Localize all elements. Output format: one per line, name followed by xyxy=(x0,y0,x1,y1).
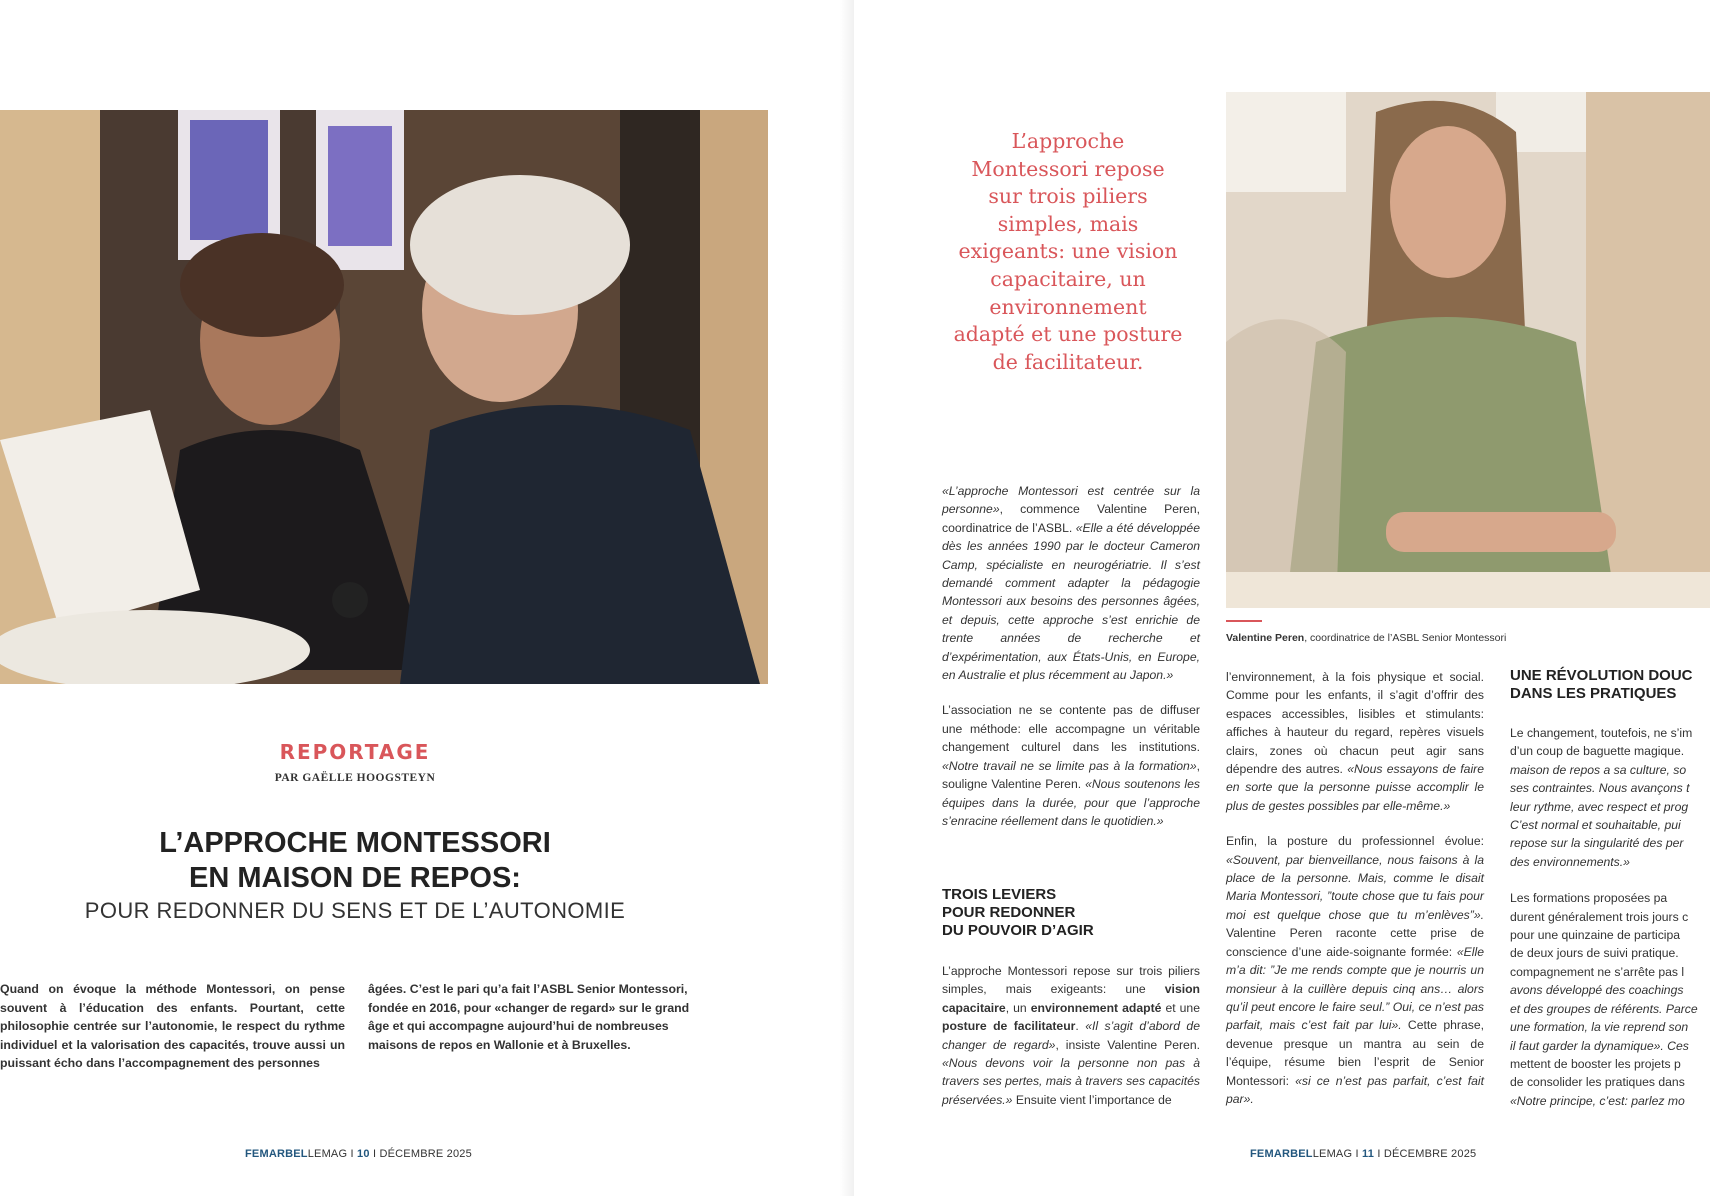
paragraph xyxy=(1226,832,1484,1108)
text-line: et des groupes de référents. Parce xyxy=(1510,1001,1698,1016)
text-line: Le changement, toutefois, ne s’im xyxy=(1510,726,1693,740)
subheading-line: UNE RÉVOLUTION DOUC xyxy=(1510,667,1693,684)
quote: «Il s’agit d’abord de changer de regard» xyxy=(942,1019,1200,1052)
footer-left xyxy=(245,1148,472,1160)
article-title-line-1: L’APPROCHE MONTESSORI xyxy=(159,827,551,859)
subheading-line: POUR REDONNER xyxy=(942,904,1076,921)
quote: «Elle m’a dit: ”Je me rends compte que je nourris un monsieur à la cuillère depuis cinq ans… alors qu’il peut encore le faire seul.” Oui, ce n’est pas parfait, mais c’est fait par lui». xyxy=(1226,944,1484,1033)
text: , insiste Valentine Peren. xyxy=(1055,1037,1200,1052)
text-line: compagnement ne s’arrête pas l xyxy=(1510,964,1685,979)
text-line: de consolider les pratiques dans xyxy=(1510,1075,1685,1090)
subheading-revolution-douce xyxy=(1510,667,1710,703)
text: Enfin, la posture du professionnel évolue: xyxy=(1226,834,1484,849)
subheading-line: TROIS LEVIERS xyxy=(942,886,1057,903)
bold-term: vision capacitaire xyxy=(942,982,1200,1015)
text-line: C’est normal et souhaitable, pui xyxy=(1510,818,1681,833)
footer-date: DÉCEMBRE 2025 xyxy=(1383,1148,1477,1160)
quote: «Notre travail ne se limite pas à la formation» xyxy=(942,758,1197,773)
text-line: des environnements.» xyxy=(1510,854,1630,869)
footer-sep: I xyxy=(1355,1148,1359,1160)
text-line: durent généralement trois jours c xyxy=(1510,909,1689,924)
text-line: maison de repos a sa culture, so xyxy=(1510,762,1687,777)
byline: PAR GAËLLE HOOGSTEYN xyxy=(274,772,436,784)
paragraph xyxy=(1226,668,1484,815)
paragraph xyxy=(942,701,1200,830)
quote: «si ce n’est pas parfait, c’est fait par». xyxy=(1226,1073,1484,1106)
caption-rule xyxy=(1226,620,1262,622)
text-line: une formation, la vie reprend son xyxy=(1510,1020,1689,1035)
text-line: mettent de booster les projets p xyxy=(1510,1056,1681,1071)
text-line: avons développé des coachings xyxy=(1510,983,1684,998)
left-page xyxy=(0,0,854,1196)
text-line: repose sur la singularité des per xyxy=(1510,836,1684,851)
footer-date: DÉCEMBRE 2025 xyxy=(379,1148,472,1160)
quote: «Nous devons voir la personne non pas à travers ses pertes, mais à travers ses capacités préservées.» xyxy=(942,1056,1200,1107)
text-line: d’un coup de baguette magique. xyxy=(1510,744,1685,759)
article-title-line-2: EN MAISON DE REPOS: xyxy=(189,862,521,894)
text-line: de deux jours de suivi pratique. xyxy=(1510,946,1679,961)
footer-page-number: 11 xyxy=(1362,1148,1375,1160)
intro-column-1: Quand on évoque la méthode Montessori, on pense souvent à l’éducation des enfants. Pourtant, cette philosophie centrée sur l’autonomie, le respect du rythme individuel et la valorisation des capacités, trouve aussi un puissant écho dans l’accompagnement des personnes xyxy=(0,982,345,1070)
body-column-a-continued xyxy=(942,962,1200,1126)
article-subtitle: POUR REDONNER DU SENS ET DE L’AUTONOMIE xyxy=(84,898,626,923)
footer-page-number: 10 xyxy=(357,1148,370,1160)
text: . xyxy=(1075,1019,1086,1034)
text: Cette phrase, devenue presque un mantra au sein de l’équipe, résume bien l’esprit de Senior Montessori: xyxy=(1226,1018,1484,1088)
footer-brand-a: FEMARBEL xyxy=(1250,1148,1313,1160)
text: , commence Valentine Peren, coordinatrice de l’ASBL. xyxy=(942,502,1200,535)
text: l’environnement, à la fois physique et social. Comme pour les enfants, il s’agit d’offrir des espaces accessibles, lisibles et stimulants: affiches à hauteur du regard, repères visuels clairs, zones où chacun peut agir sans dépendre des autres. xyxy=(1226,670,1484,777)
footer-brand-b: LEMAG xyxy=(1312,1148,1353,1160)
quote: «Nous soutenons les équipes dans la durée, pour que l’approche s’enracine réellement dans le quotidien.» xyxy=(942,777,1200,828)
footer-sep: I xyxy=(350,1148,354,1160)
bold-term: posture de facilitateur xyxy=(942,1019,1076,1034)
paragraph xyxy=(942,962,1200,1109)
quote: «Souvent, par bienveillance, nous faisons à la place de la personne. Mais, comme le disait Maria Montessori, ”toute chose que tu fais pour moi est quelque chose que tu m’enlèves”». xyxy=(1226,852,1484,922)
footer-sep: I xyxy=(372,1148,377,1160)
paragraph xyxy=(942,482,1200,684)
caption-role: , coordinatrice de l’ASBL Senior Montessori xyxy=(1304,632,1507,644)
right-page xyxy=(854,0,1710,1196)
text: L’approche Montessori repose sur trois piliers simples, mais exigeants: une xyxy=(942,964,1200,997)
footer-brand-a: FEMARBEL xyxy=(245,1148,308,1160)
text-line: Les formations proposées pa xyxy=(1510,891,1668,906)
text-line: pour une quinzaine de participa xyxy=(1510,928,1681,943)
quote: «Nous essayons de faire en sorte que la personne puisse accomplir le plus de gestes possibles par elle-même.» xyxy=(1226,762,1484,813)
footer-sep: I xyxy=(1377,1148,1381,1160)
photo-illustration xyxy=(1226,92,1710,608)
body-column-b xyxy=(1226,668,1484,1125)
photo-caption xyxy=(1226,632,1506,644)
pull-quote: L’approche Montessori repose sur trois piliers simples, mais exigeants: une vision capacitaire, un environnement adapté et une posture de facilitateur. xyxy=(953,129,1183,374)
subheading-trois-leviers xyxy=(942,886,1200,940)
caption-name: Valentine Peren xyxy=(1226,632,1305,644)
footer-brand-b: LEMAG xyxy=(307,1148,348,1160)
text: Ensuite vient l’importance de xyxy=(1012,1092,1172,1107)
subheading-line: DANS LES PRATIQUES xyxy=(1510,685,1677,702)
text-line: ses contraintes. Nous avançons t xyxy=(1510,781,1690,796)
photo-valentine-peren xyxy=(1226,92,1710,608)
photo-two-elderly-women-reading xyxy=(0,110,768,684)
text: , souligne Valentine Peren. xyxy=(942,758,1200,792)
text-line: «Notre principe, c’est: parlez mo xyxy=(1510,1093,1685,1108)
body-column-a xyxy=(942,482,1200,847)
text-line: il faut garder la dynamique». Ces xyxy=(1510,1038,1689,1053)
text-line: leur rythme, avec respect et prog xyxy=(1510,799,1689,814)
text: et une xyxy=(1161,1000,1200,1015)
section-kicker: REPORTAGE xyxy=(279,740,431,764)
bold-term: environnement adapté xyxy=(1030,1000,1162,1015)
text: L’association ne se contente pas de diffuser une méthode: elle accompagne un véritable changement culturel dans les institutions. xyxy=(942,703,1200,755)
text: Valentine Peren raconte cette prise de conscience d’une aide-soignante formée: xyxy=(1226,926,1484,959)
quote: «L’approche Montessori est centrée sur la personne» xyxy=(942,484,1200,517)
article-title xyxy=(0,826,710,896)
footer-right xyxy=(1250,1148,1476,1160)
intro-column-2: âgées. C’est le pari qu’a fait l’ASBL Senior Montessori, fondée en 2016, pour «changer de regard» sur le grand âge et qui accompagne aujourd’hui de nombreuses maisons de repos en Wallonie et à Bruxelles. xyxy=(368,982,690,1052)
body-column-c xyxy=(1510,724,1710,1110)
subheading-line: DU POUVOIR D’AGIR xyxy=(942,922,1094,939)
quote: «Elle a été développée dès les années 1990 par le docteur Cameron Camp, spécialiste en neurogériatrie. Il s’est demandé comment adapter la pédagogie Montessori aux besoins des personnes âgées, et depuis, cette approche s’est enrichie de trente années de recherche et d’expérimentation, aux États-Unis, en Europe, en Australie et plus récemment au Japon.» xyxy=(942,520,1200,683)
photo-illustration xyxy=(0,110,768,684)
text: , un xyxy=(1005,1000,1031,1015)
